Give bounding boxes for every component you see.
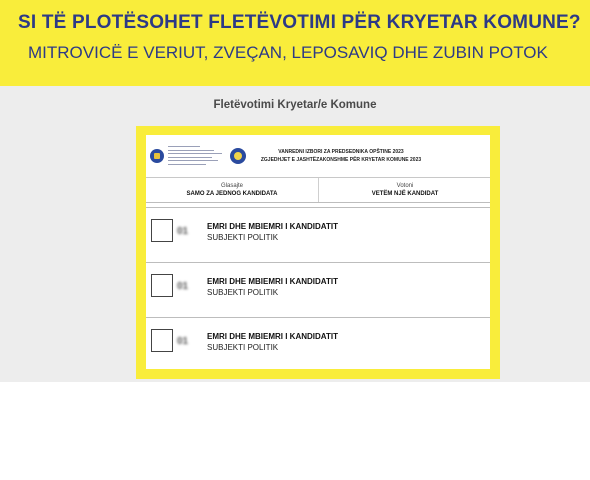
- instruction-albanian: [318, 178, 491, 202]
- candidate-party: SUBJEKTI POLITIK: [207, 288, 279, 297]
- ballot-paper: [146, 135, 490, 369]
- cec-logo-icon: [230, 148, 246, 164]
- candidate-number: 01: [177, 336, 189, 347]
- candidate-row: [146, 262, 490, 315]
- instruction-serbian: [146, 178, 318, 202]
- candidate-checkbox[interactable]: [151, 329, 173, 352]
- instruction-label: Glasajte: [220, 183, 243, 189]
- ballot-instructions: [146, 178, 490, 203]
- candidate-name: EMRI DHE MBIEMRI I KANDIDATIT: [207, 277, 338, 286]
- candidate-row: [146, 317, 490, 370]
- instruction-text: VETËM NJË KANDIDAT: [371, 191, 439, 197]
- kosovo-emblem-icon: [150, 149, 164, 163]
- candidate-name: EMRI DHE MBIEMRI I KANDIDATIT: [207, 222, 338, 231]
- candidate-party: SUBJEKTI POLITIK: [207, 343, 279, 352]
- candidate-party: SUBJEKTI POLITIK: [207, 233, 279, 242]
- candidate-number: 01: [177, 226, 189, 237]
- ballot-caption: Fletëvotimi Kryetar/e Komune: [213, 99, 377, 111]
- ballot-header-line2: ZGJEDHJET E JASHTËZAKONSHME PËR KRYETAR KOMUNE 2023: [260, 157, 422, 163]
- instruction-text: SAMO ZA JEDNOG KANDIDATA: [186, 191, 278, 197]
- candidate-row: [146, 207, 490, 260]
- ballot-header-line1: VANREDNI IZBORI ZA PREDSEDNIKA OPŠTINE 2023: [278, 149, 404, 155]
- candidate-checkbox[interactable]: [151, 274, 173, 297]
- institution-text: [168, 146, 226, 167]
- candidate-name: EMRI DHE MBIEMRI I KANDIDATIT: [207, 332, 338, 341]
- instruction-label: Votoni: [396, 183, 414, 189]
- ballot-header: [146, 135, 490, 178]
- candidate-checkbox[interactable]: [151, 219, 173, 242]
- banner-title: SI TË PLOTËSOHET FLETËVOTIMI PËR KRYETAR KOMUNE?: [18, 12, 581, 33]
- banner-subtitle: MITROVICË E VERIUT, ZVEÇAN, LEPOSAVIQ DHE ZUBIN POTOK: [28, 43, 548, 62]
- candidate-number: 01: [177, 281, 189, 292]
- header-banner: [0, 0, 590, 86]
